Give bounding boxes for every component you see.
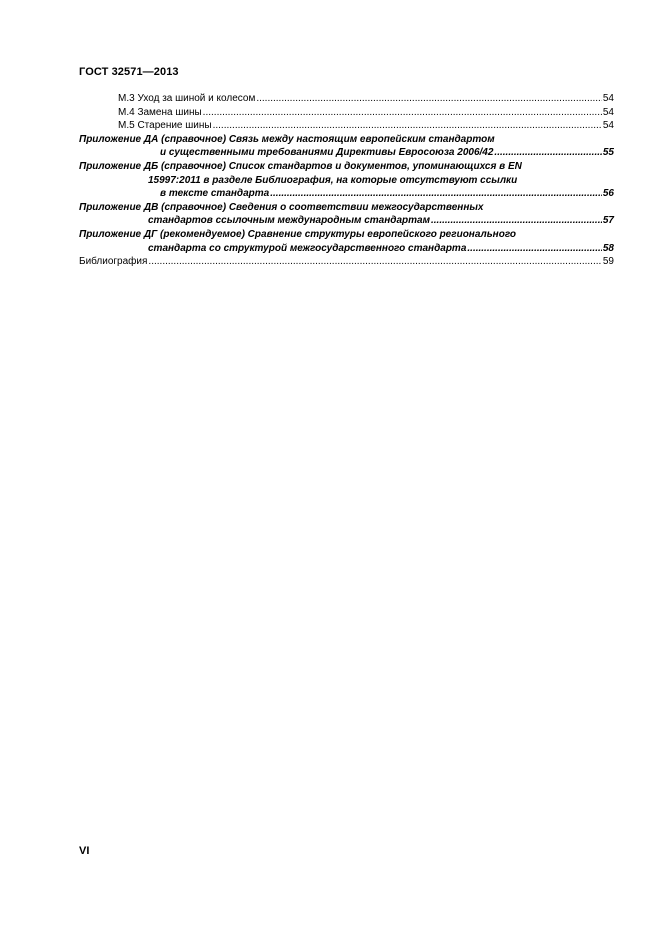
toc-entry-label: М.5 Старение шины — [118, 120, 212, 132]
toc-entry-m4[interactable] — [79, 106, 614, 120]
toc-entry-label: Приложение ДВ (справочное) Сведения о соответствии межгосударственных — [79, 201, 484, 213]
toc-entry-m3[interactable] — [79, 92, 614, 106]
toc-entry-label-continued: 15997:2011 в разделе Библиография, на которые отсутствуют ссылки — [148, 174, 518, 186]
toc-entry-label-continued: и существенными требованиями Директивы Евросоюза 2006/42 — [160, 147, 494, 159]
toc-entry-label: Библиография — [79, 256, 148, 268]
dot-leader — [494, 146, 601, 160]
page-number: VI — [79, 845, 90, 857]
toc-entry-label-continued: в тексте стандарта — [160, 188, 270, 200]
toc-entry-bibliography[interactable] — [79, 255, 614, 269]
dot-leader — [270, 187, 602, 201]
toc-entry-appendix-dg[interactable] — [79, 228, 614, 255]
toc-page-number: 55 — [602, 147, 614, 159]
toc-entry-appendix-da[interactable] — [79, 133, 614, 160]
toc-entry-m5[interactable] — [79, 119, 614, 133]
toc-page-number: 59 — [602, 256, 614, 268]
toc-entry-appendix-db[interactable] — [79, 160, 614, 201]
toc-entry-label: Приложение ДГ (рекомендуемое) Сравнение структуры европейского регионального — [79, 228, 517, 240]
toc-page-number: 54 — [602, 93, 614, 104]
dot-leader — [148, 255, 601, 269]
toc-entry-label: Приложение ДА (справочное) Связь между настоящим европейским стандартом — [79, 133, 495, 145]
table-of-contents — [79, 92, 614, 269]
dot-leader — [467, 242, 601, 256]
dot-leader — [203, 106, 602, 120]
dot-leader — [213, 119, 602, 133]
toc-page-number: 56 — [602, 188, 614, 200]
document-header: ГОСТ 32571—2013 — [79, 66, 179, 78]
toc-page-number: 54 — [602, 106, 614, 118]
toc-entry-label-continued: стандартов ссылочным международным стандартам — [148, 215, 430, 227]
toc-page-number: 57 — [602, 215, 614, 227]
toc-entry-appendix-dv[interactable] — [79, 201, 614, 228]
dot-leader — [431, 214, 602, 228]
toc-page-number: 58 — [602, 242, 614, 254]
dot-leader — [256, 92, 602, 106]
toc-page-number: 54 — [602, 120, 614, 132]
toc-entry-label: М.3 Уход за шиной и колесом — [118, 93, 256, 104]
toc-entry-label: Приложение ДБ (справочное) Список стандартов и документов, упоминающихся в EN — [79, 160, 522, 172]
toc-entry-label-continued: стандарта со структурой межгосударственного стандарта — [148, 242, 467, 254]
toc-entry-label: М.4 Замена шины — [118, 106, 202, 118]
